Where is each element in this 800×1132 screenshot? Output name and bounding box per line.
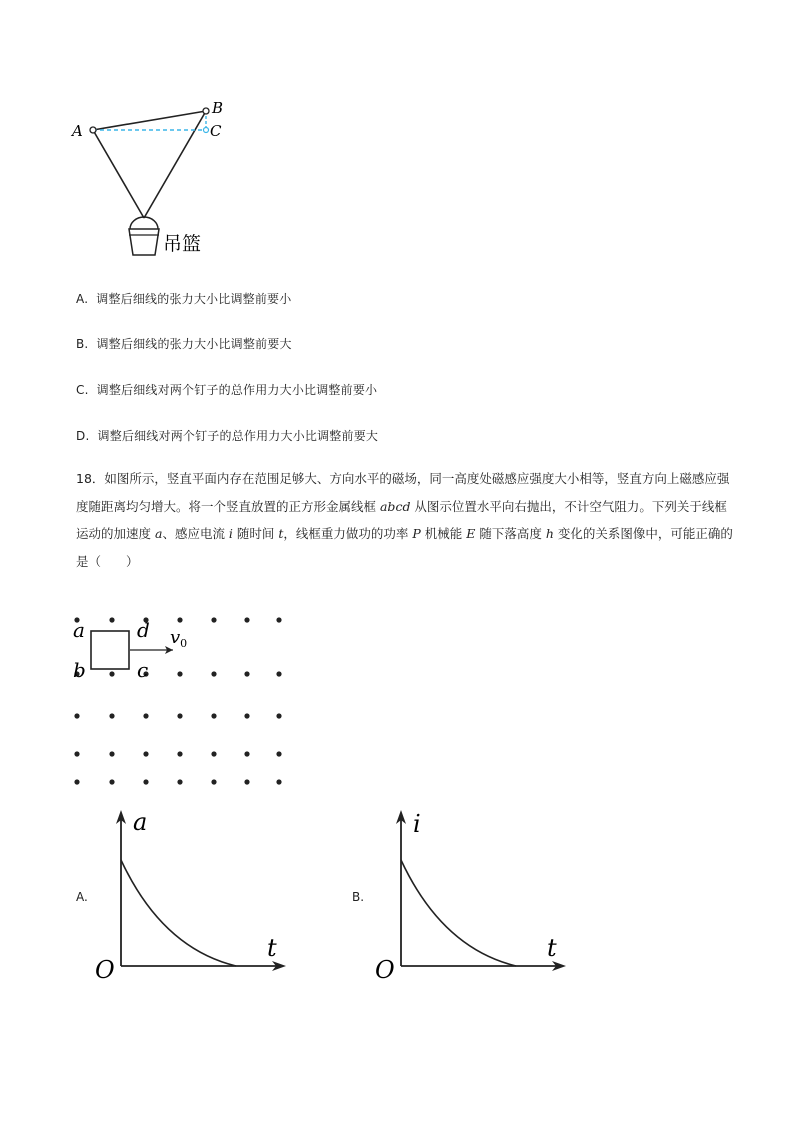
- graph-b-option-label[interactable]: B.: [352, 890, 365, 904]
- field-dot: [109, 713, 114, 718]
- graph-b-origin: O: [375, 956, 395, 984]
- field-dot: [109, 671, 114, 676]
- field-dot: [74, 751, 79, 756]
- field-dot: [211, 779, 216, 784]
- field-dot: [244, 779, 249, 784]
- option-d-text: 调整后细线对两个钉子的总作用力大小比调整前要大: [97, 429, 379, 443]
- graph-a-option-label[interactable]: A.: [76, 890, 88, 904]
- option-c[interactable]: [76, 381, 377, 398]
- field-dot: [211, 671, 216, 676]
- basket-label: 吊篮: [163, 233, 202, 255]
- graph-a-origin: O: [95, 956, 115, 984]
- field-dot: [211, 751, 216, 756]
- label-a: A: [72, 122, 83, 140]
- velocity-label: $v_0$: [170, 627, 188, 650]
- basket-icon: [129, 217, 159, 255]
- graph-b: [370, 808, 590, 988]
- option-d[interactable]: [76, 427, 378, 444]
- option-a[interactable]: [76, 290, 291, 307]
- string-a-to-b: [93, 111, 206, 130]
- field-dot: [177, 779, 182, 784]
- field-dot: [276, 779, 281, 784]
- figure-basket-triangle: [60, 95, 260, 275]
- question-number: 18．: [76, 471, 105, 486]
- field-dot: [276, 751, 281, 756]
- field-dot: [109, 751, 114, 756]
- field-dot: [276, 671, 281, 676]
- corner-a: a: [73, 618, 85, 642]
- option-c-letter: C.: [76, 383, 89, 397]
- question-18: 18．如图所示，竖直平面内存在范围足够大、方向水平的磁场，同一高度处磁感应强度大小相等，竖直方向上磁感应强度随距离均匀增大。将一个竖直放置的正方形金属线框 abcd 从图示位置水平向右抛出，不计空气阻力。下列关于线框运动的加速度 a、感应电流 i 随时间 t，线框重力做功的功率 P 机械能 E 随下落高度 h 变化的关系图像中，可能正确的是（ ）: [76, 471, 733, 569]
- field-dot: [74, 713, 79, 718]
- field-dot: [244, 751, 249, 756]
- label-c: C: [210, 122, 222, 140]
- field-dot: [109, 617, 114, 622]
- field-dot: [276, 713, 281, 718]
- graph-b-curve: [401, 860, 516, 966]
- option-b-letter: B.: [76, 337, 89, 351]
- option-b-text: 调整后细线的张力大小比调整前要大: [96, 337, 292, 351]
- graph-a-x-label: t: [267, 934, 277, 962]
- square-frame-abcd: [91, 631, 129, 669]
- option-d-letter: D.: [76, 429, 90, 443]
- field-dot: [177, 671, 182, 676]
- figure-magnetic-field: [60, 600, 300, 800]
- field-dot: [177, 617, 182, 622]
- option-a-letter: A.: [76, 292, 89, 306]
- field-dot: [143, 713, 148, 718]
- corner-d: d: [137, 618, 150, 642]
- graph-a-curve: [121, 860, 236, 966]
- graph-a: [90, 808, 310, 988]
- option-b[interactable]: [76, 335, 292, 352]
- string-b-to-basket: [144, 111, 206, 218]
- field-dot: [143, 779, 148, 784]
- field-dot: [276, 617, 281, 622]
- field-dot: [244, 617, 249, 622]
- graph-b-x-label: t: [547, 934, 557, 962]
- field-dot: [177, 751, 182, 756]
- field-dot: [211, 713, 216, 718]
- field-dot: [74, 779, 79, 784]
- corner-c: c: [137, 658, 149, 682]
- field-dot: [211, 617, 216, 622]
- label-b: B: [212, 99, 224, 117]
- corner-b: b: [73, 658, 86, 682]
- field-dot: [244, 671, 249, 676]
- option-a-text: 调整后细线的张力大小比调整前要小: [96, 292, 292, 306]
- graph-b-y-label: i: [413, 810, 421, 838]
- graph-a-y-label: a: [133, 808, 148, 836]
- nail-b: [203, 108, 209, 114]
- point-c: [204, 128, 209, 133]
- nail-a: [90, 127, 96, 133]
- field-dot: [177, 713, 182, 718]
- field-dot: [244, 713, 249, 718]
- string-a-to-basket: [93, 130, 144, 218]
- field-dot: [143, 751, 148, 756]
- field-dot: [109, 779, 114, 784]
- option-c-text: 调整后细线对两个钉子的总作用力大小比调整前要小: [96, 383, 378, 397]
